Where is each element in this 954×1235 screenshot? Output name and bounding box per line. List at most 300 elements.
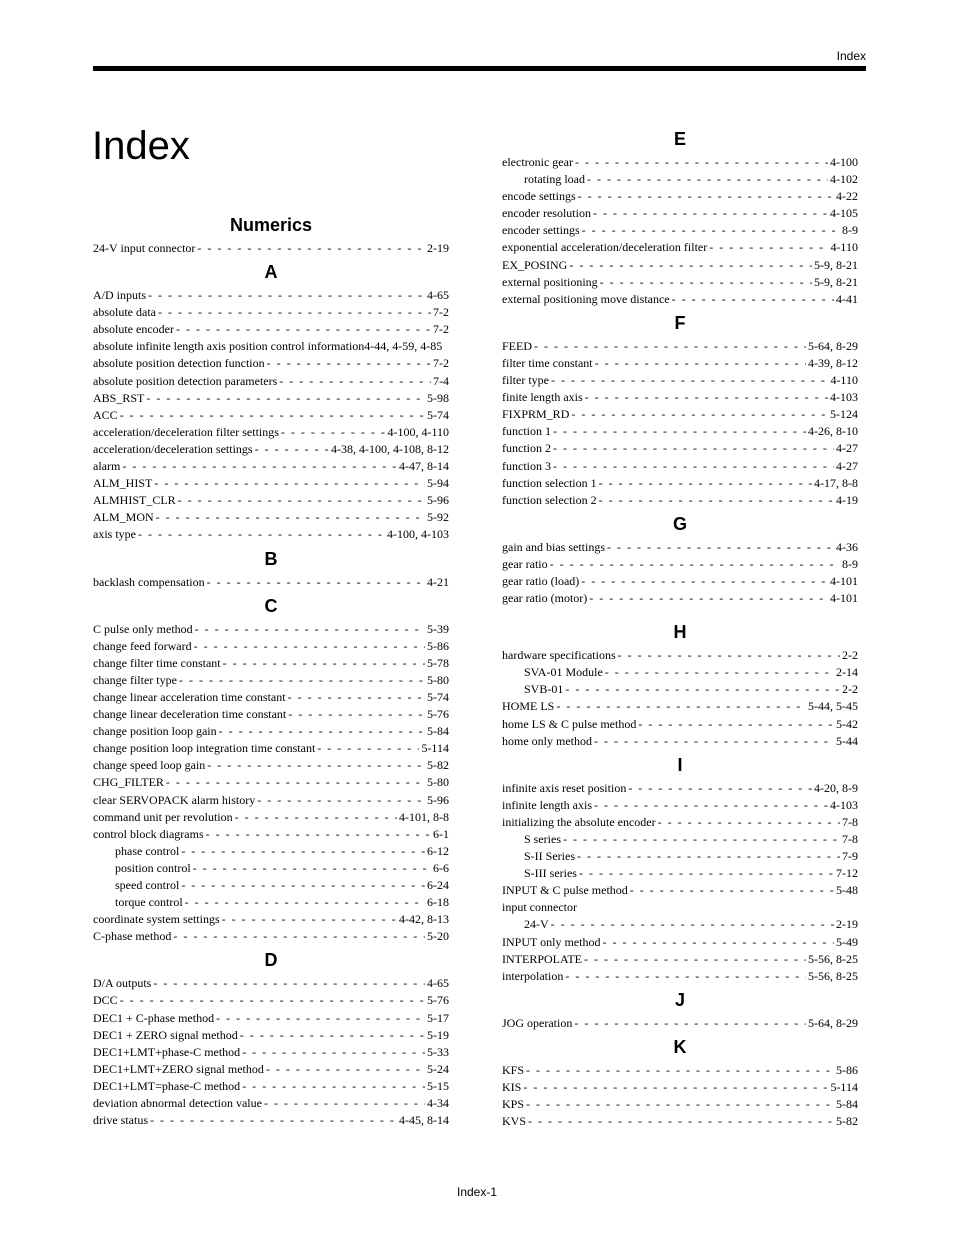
dot-leader <box>585 389 828 406</box>
running-header: Index <box>836 49 866 63</box>
entry-term: FEED <box>502 338 532 353</box>
entry-term: SVA-01 Module <box>524 665 603 680</box>
dot-leader <box>158 304 431 321</box>
index-entry <box>502 664 858 681</box>
index-entry <box>93 774 449 791</box>
index-entry <box>93 424 449 441</box>
index-entry <box>93 458 449 475</box>
entry-term: phase control <box>115 843 180 858</box>
entry-term: gear ratio <box>502 556 548 571</box>
entry-pages: 5-92 <box>427 510 449 525</box>
dot-leader <box>569 257 812 274</box>
index-entry <box>502 239 858 256</box>
dot-leader <box>594 797 828 814</box>
index-entry <box>502 222 858 239</box>
entry-pages: 5-114 <box>421 741 449 756</box>
dot-leader <box>600 274 812 291</box>
dot-leader <box>593 205 828 222</box>
section-gap <box>502 607 858 617</box>
entry-pages: 7-2 <box>433 305 449 320</box>
dot-leader <box>579 865 834 882</box>
entry-pages: 5-76 <box>427 993 449 1008</box>
entry-pages: 5-86 <box>836 1062 858 1077</box>
section-heading: J <box>674 989 685 1010</box>
entry-term: function 3 <box>502 458 551 473</box>
entry-term: KFS <box>502 1062 525 1077</box>
index-entry <box>502 951 858 968</box>
entry-term: FIXPRM_RD <box>502 407 570 422</box>
index-column-left <box>93 208 449 1129</box>
entry-pages: 5-96 <box>427 493 449 508</box>
entry-pages: 5-84 <box>836 1097 858 1112</box>
index-entry <box>502 539 858 556</box>
section-heading: B <box>264 548 278 569</box>
entry-pages: 4-20, 8-9 <box>814 780 858 795</box>
dot-leader <box>150 1112 397 1129</box>
entry-term: hardware specifications <box>502 648 616 663</box>
entry-pages: 5-20 <box>427 929 449 944</box>
dot-leader <box>281 424 386 441</box>
entry-term: DEC1+LMT+phase-C method <box>93 1044 241 1059</box>
entry-pages: 4-100, 4-103 <box>387 527 449 542</box>
entry-term: change position loop integration time constant <box>93 741 316 756</box>
dot-leader <box>279 373 431 390</box>
entry-pages: 5-82 <box>836 1114 858 1129</box>
entry-pages: 7-12 <box>836 866 858 881</box>
entry-term: absolute infinite length axis position control information <box>93 339 365 354</box>
index-entry <box>93 1010 449 1027</box>
entry-pages: 5-80 <box>427 672 449 687</box>
header-rule <box>93 66 866 71</box>
entry-pages: 5-74 <box>427 689 449 704</box>
dot-leader <box>599 492 834 509</box>
entry-pages: 6-6 <box>433 860 449 875</box>
dot-leader <box>599 475 812 492</box>
index-entry <box>93 757 449 774</box>
index-entry <box>502 257 858 274</box>
dot-leader <box>638 716 834 733</box>
dot-leader <box>193 860 431 877</box>
index-entry <box>93 723 449 740</box>
entry-term: S series <box>524 832 561 846</box>
dot-leader <box>618 647 840 664</box>
index-entry <box>93 638 449 655</box>
dot-leader <box>194 638 425 655</box>
index-entry <box>93 928 449 945</box>
entry-pages: 4-27 <box>836 458 858 473</box>
dot-leader <box>630 882 834 899</box>
dot-leader <box>242 1044 425 1061</box>
entry-pages: 2-14 <box>836 665 858 680</box>
entry-term: KVS <box>502 1114 527 1129</box>
dot-leader <box>565 681 840 698</box>
index-entry <box>502 733 858 750</box>
entry-pages: 5-33 <box>427 1044 449 1059</box>
entry-term: function 1 <box>502 424 551 439</box>
section-heading: Numerics <box>229 215 313 235</box>
index-entry <box>93 706 449 723</box>
index-entry <box>502 389 858 406</box>
dot-leader <box>578 188 834 205</box>
page-title: Index <box>92 124 190 168</box>
entry-term: gear ratio (load) <box>502 573 580 588</box>
index-entry <box>502 681 858 698</box>
entry-term: absolute position detection function <box>93 356 265 371</box>
entry-term: infinite axis reset position <box>502 780 627 795</box>
entry-pages: 2-19 <box>427 241 449 255</box>
entry-term: INTERPOLATE <box>502 951 582 966</box>
dot-leader <box>181 843 425 860</box>
dot-leader <box>550 556 840 573</box>
dot-leader <box>185 894 425 911</box>
dot-leader <box>589 590 828 607</box>
index-entry <box>502 406 858 423</box>
index-entry <box>502 458 858 475</box>
entry-term: deviation abnormal detection value <box>93 1096 262 1111</box>
index-entry <box>502 1096 858 1113</box>
index-entry <box>93 373 449 390</box>
entry-pages: 4-100, 4-110 <box>387 424 449 439</box>
index-entry <box>93 894 449 911</box>
entry-term: encoder settings <box>502 223 580 238</box>
dot-leader <box>571 406 828 423</box>
index-entry <box>502 171 858 188</box>
entry-term: external positioning move distance <box>502 291 670 306</box>
index-entry <box>93 1112 449 1129</box>
entry-term: change feed forward <box>93 638 192 653</box>
index-entry <box>502 590 858 607</box>
dot-leader <box>553 440 834 457</box>
entry-pages: 6-18 <box>427 895 449 910</box>
entry-term: ALM_HIST <box>93 476 153 491</box>
entry-term: clear SERVOPACK alarm history <box>93 792 256 807</box>
entry-term: acceleration/deceleration settings <box>93 441 253 456</box>
entry-term: interpolation <box>502 968 564 983</box>
dot-leader <box>197 240 425 257</box>
entry-term: alarm <box>93 459 121 474</box>
dot-leader <box>581 573 828 590</box>
entry-term: exponential acceleration/deceleration filter <box>502 240 708 255</box>
index-entry <box>93 574 449 591</box>
dot-leader <box>120 992 425 1009</box>
entry-pages: 4-19 <box>836 492 858 507</box>
entry-term: change position loop gain <box>93 724 217 739</box>
dot-leader <box>146 390 425 407</box>
index-entry <box>502 698 858 715</box>
index-entry <box>93 1027 449 1044</box>
index-entry <box>93 304 449 321</box>
entry-pages: 4-42, 8-13 <box>399 912 449 927</box>
entry-term: torque control <box>115 895 183 910</box>
index-entry <box>93 287 449 304</box>
entry-term: 24-V input connector <box>93 241 196 255</box>
dot-leader <box>222 911 397 928</box>
entry-term: change linear deceleration time constant <box>93 707 287 722</box>
entry-pages: 4-103 <box>830 390 858 405</box>
dot-leader <box>242 1078 425 1095</box>
entry-term: change filter time constant <box>93 655 221 670</box>
entry-pages: 5-84 <box>427 724 449 739</box>
dot-leader <box>528 1113 834 1130</box>
index-entry <box>93 809 449 826</box>
entry-term: gear ratio (motor) <box>502 591 588 606</box>
section-heading: I <box>677 754 683 775</box>
index-entry <box>502 916 858 933</box>
entry-term: D/A outputs <box>93 976 152 991</box>
dot-leader <box>607 539 834 556</box>
index-entry <box>502 372 858 389</box>
entry-term: command unit per revolution <box>93 809 233 824</box>
entry-pages: 4-22 <box>836 189 858 204</box>
index-entry <box>93 672 449 689</box>
index-entry <box>502 814 858 831</box>
dot-leader <box>551 916 834 933</box>
index-entry <box>502 440 858 457</box>
entry-pages: 5-114 <box>830 1080 858 1095</box>
dot-leader <box>207 574 425 591</box>
entry-pages: 4-44, 4-59, 4-85 <box>364 339 443 354</box>
entry-term: home only method <box>502 733 592 748</box>
entry-term: backlash compensation <box>93 574 205 589</box>
index-entry <box>502 1113 858 1130</box>
entry-term: external positioning <box>502 274 598 289</box>
entry-term: rotating load <box>524 172 585 187</box>
entry-pages: 4-26, 8-10 <box>808 424 858 439</box>
entry-term: gain and bias settings <box>502 539 605 554</box>
entry-pages: 4-36 <box>836 539 858 554</box>
dot-leader <box>575 154 828 171</box>
index-entry <box>93 877 449 894</box>
index-entry <box>93 860 449 877</box>
entry-pages: 4-105 <box>830 206 858 221</box>
dot-leader <box>577 848 840 865</box>
dot-leader <box>153 975 425 992</box>
entry-term: acceleration/deceleration filter settings <box>93 424 279 439</box>
dot-leader <box>257 792 425 809</box>
entry-pages: 5-82 <box>427 758 449 773</box>
index-entry <box>502 475 858 492</box>
index-entry <box>502 934 858 951</box>
entry-pages: 4-21 <box>427 574 449 589</box>
index-entry <box>502 780 858 797</box>
index-entry <box>93 321 449 338</box>
dot-leader <box>235 809 397 826</box>
entry-pages: 6-24 <box>427 878 449 892</box>
section-heading: C <box>264 595 278 616</box>
index-entry <box>93 975 449 992</box>
index-entry <box>93 843 449 860</box>
entry-term: change filter type <box>93 672 177 687</box>
entry-pages: 4-102 <box>830 172 858 187</box>
index-entry <box>502 291 858 308</box>
dot-leader <box>594 733 834 750</box>
entry-pages: 7-2 <box>433 322 449 337</box>
entry-term: C-phase method <box>93 929 172 944</box>
index-entry <box>93 992 449 1009</box>
index-entry <box>502 205 858 222</box>
index-entry <box>502 1079 858 1096</box>
entry-term: position control <box>115 860 191 875</box>
dot-leader <box>181 877 425 894</box>
section-heading: G <box>672 513 687 534</box>
entry-pages: 4-103 <box>830 797 858 812</box>
entry-pages: 5-42 <box>836 716 858 731</box>
entry-pages: 8-9 <box>842 223 858 238</box>
dot-leader <box>584 951 806 968</box>
index-entry <box>502 492 858 509</box>
index-entry <box>502 865 858 882</box>
entry-term: axis type <box>93 527 136 542</box>
entry-pages: 5-9, 8-21 <box>814 274 858 289</box>
entry-term: finite length axis <box>502 390 583 405</box>
entry-term: 24-V <box>524 917 549 932</box>
entry-pages: 5-80 <box>427 775 449 790</box>
entry-pages: 5-64, 8-29 <box>808 338 858 353</box>
index-entry <box>93 475 449 492</box>
dot-leader <box>267 355 431 372</box>
entry-pages: 5-98 <box>427 390 449 405</box>
entry-pages: 5-49 <box>836 934 858 949</box>
entry-term: DEC1 + ZERO signal method <box>93 1027 238 1042</box>
entry-term: ALMHIST_CLR <box>93 493 176 508</box>
entry-term: filter type <box>502 373 549 388</box>
entry-term: KPS <box>502 1097 525 1112</box>
section-heading: H <box>673 622 687 643</box>
entry-term: function selection 1 <box>502 475 597 490</box>
page-number: Index-1 <box>456 1185 498 1199</box>
entry-pages: 8-9 <box>842 556 858 571</box>
entry-term: JOG operation <box>502 1015 573 1030</box>
entry-term: DEC1+LMT+ZERO signal method <box>93 1061 264 1076</box>
entry-term: ALM_MON <box>93 510 154 525</box>
dot-leader <box>166 774 425 791</box>
index-column-right <box>502 124 858 1130</box>
index-entry <box>93 911 449 928</box>
index-entry <box>93 240 449 257</box>
index-entry <box>93 492 449 509</box>
entry-term: ACC <box>93 407 118 422</box>
dot-leader <box>120 407 425 424</box>
entry-pages: 5-64, 8-29 <box>808 1015 858 1030</box>
entry-pages: 6-1 <box>433 826 449 841</box>
entry-pages: 5-86 <box>427 638 449 653</box>
index-entry <box>93 621 449 638</box>
entry-term: input connector <box>502 900 577 915</box>
index-entry <box>502 154 858 171</box>
entry-term: C pulse only method <box>93 621 193 636</box>
entry-term: encode settings <box>502 189 576 204</box>
entry-pages: 5-56, 8-25 <box>808 951 858 966</box>
dot-leader <box>255 441 329 458</box>
entry-pages: 5-17 <box>427 1010 449 1025</box>
dot-leader <box>523 1079 828 1096</box>
entry-term: S-III series <box>524 866 577 881</box>
entry-pages: 4-38, 4-100, 4-108, 8-12 <box>331 441 449 456</box>
entry-pages: 5-44 <box>836 733 858 748</box>
entry-pages: 4-34 <box>427 1096 449 1111</box>
entry-term: DCC <box>93 993 118 1008</box>
entry-pages: 5-74 <box>427 407 449 422</box>
entry-term: infinite length axis <box>502 797 592 812</box>
entry-term: change linear acceleration time constant <box>93 689 286 704</box>
index-entry <box>93 526 449 543</box>
index-entry <box>502 274 858 291</box>
dot-leader <box>672 291 834 308</box>
entry-term: DEC1 + C-phase method <box>93 1010 215 1025</box>
dot-leader <box>179 672 425 689</box>
index-entry <box>93 441 449 458</box>
index-entry <box>93 1044 449 1061</box>
entry-pages: 5-24 <box>427 1061 449 1076</box>
entry-pages: 2-19 <box>836 917 858 932</box>
dot-leader <box>207 757 425 774</box>
index-entry <box>93 355 449 372</box>
entry-term: EX_POSING <box>502 257 568 272</box>
dot-leader <box>526 1096 834 1113</box>
index-entry <box>502 647 858 664</box>
index-entry <box>502 968 858 985</box>
index-entry <box>93 1095 449 1112</box>
index-entry <box>502 423 858 440</box>
index-entry <box>93 826 449 843</box>
index-entry <box>93 1061 449 1078</box>
entry-term: initializing the absolute encoder <box>502 814 656 829</box>
index-entry <box>93 390 449 407</box>
section-heading: E <box>673 129 686 149</box>
entry-term: INPUT & C pulse method <box>502 883 628 898</box>
index-entry <box>502 716 858 733</box>
dot-leader <box>556 698 806 715</box>
dot-leader <box>156 509 425 526</box>
entry-term: CHG_FILTER <box>93 775 164 790</box>
entry-term: function 2 <box>502 441 551 456</box>
entry-pages: 4-110 <box>830 240 858 255</box>
index-entry <box>502 573 858 590</box>
dot-leader <box>709 239 828 256</box>
entry-pages: 4-17, 8-8 <box>814 475 858 490</box>
dot-leader <box>219 723 425 740</box>
entry-term: absolute position detection parameters <box>93 373 278 388</box>
section-heading: F <box>674 312 686 333</box>
dot-leader <box>534 338 806 355</box>
entry-term: S-II Series <box>524 849 575 864</box>
dot-leader <box>317 740 419 757</box>
entry-pages: 4-101 <box>830 591 858 606</box>
entry-pages: 5-19 <box>427 1027 449 1042</box>
entry-term: A/D inputs <box>93 288 147 303</box>
entry-pages: 4-100 <box>830 155 858 169</box>
dot-leader <box>587 171 828 188</box>
entry-term: electronic gear <box>502 155 573 169</box>
index-entry <box>502 556 858 573</box>
entry-pages: 4-101 <box>830 573 858 588</box>
entry-term: HOME LS <box>502 699 555 714</box>
dot-leader <box>658 814 840 831</box>
entry-pages: 5-15 <box>427 1078 449 1093</box>
dot-leader <box>628 780 812 797</box>
entry-term: function selection 2 <box>502 492 597 507</box>
dot-leader <box>178 492 425 509</box>
index-entry <box>93 655 449 672</box>
dot-leader <box>206 826 431 843</box>
dot-leader <box>216 1010 425 1027</box>
dot-leader <box>264 1095 425 1112</box>
entry-term: absolute encoder <box>93 322 174 337</box>
index-entry <box>502 848 858 865</box>
index-entry <box>502 899 858 916</box>
entry-pages: 5-124 <box>830 407 858 422</box>
dot-leader <box>605 664 834 681</box>
